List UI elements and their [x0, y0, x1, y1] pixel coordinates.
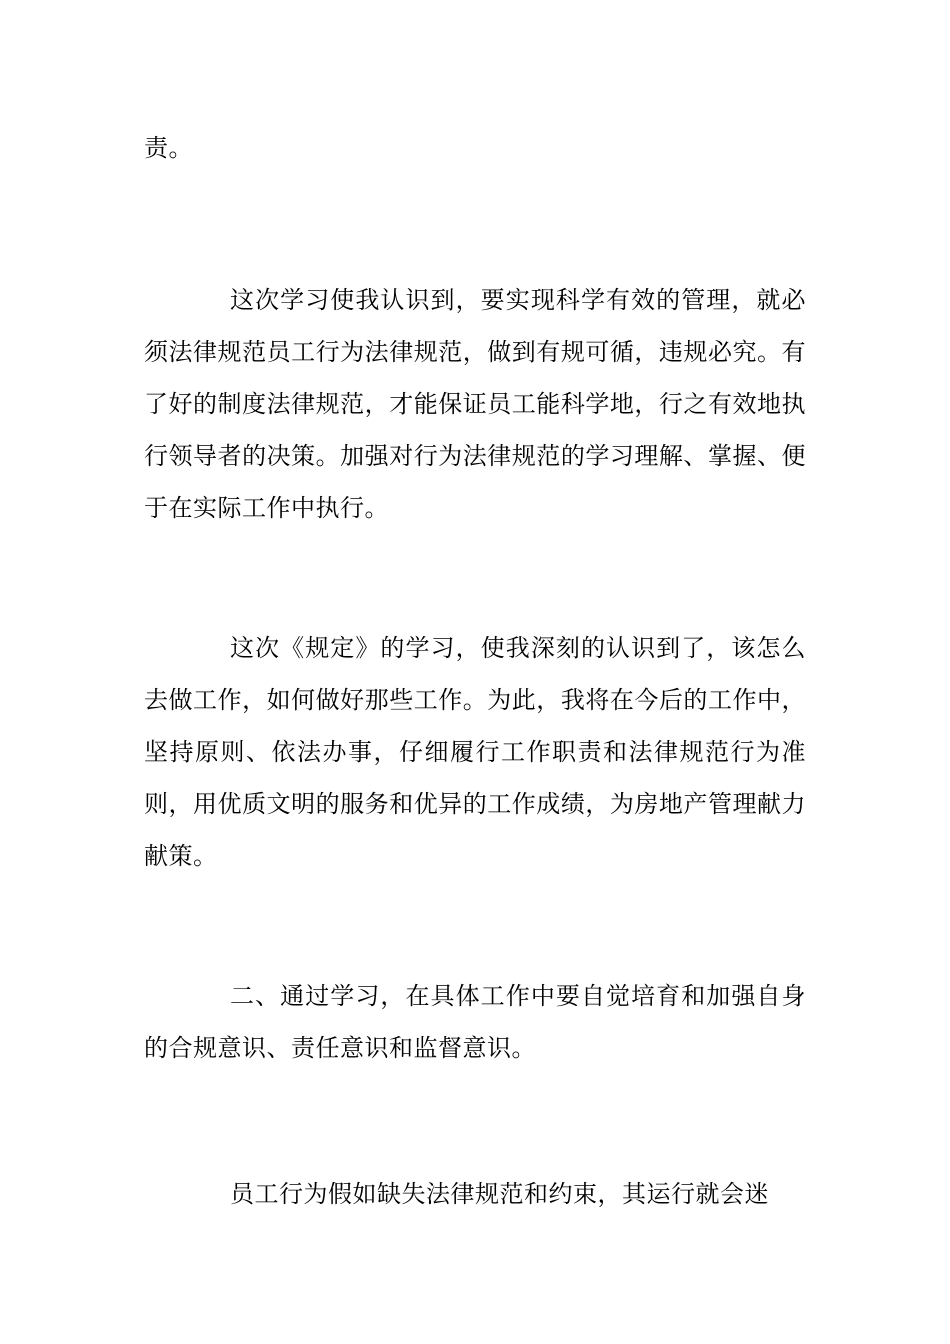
paragraph-management: 这次学习使我认识到，要实现科学有效的管理，就必须法律规范员工行为法律规范，做到有规可循，违规必究。有了好的制度法律规范，才能保证员工能科学地，行之有效地执行领导者的决策。加强对行为法律规范的学习理解、掌握、便于在实际工作中执行。 [144, 286, 806, 522]
paragraph-section-two: 二、通过学习，在具体工作中要自觉培育和加强自身的合规意识、责任意识和监督意识。 [144, 982, 806, 1062]
paragraph-regulation-study: 这次《规定》的学习，使我深刻的认识到了，该怎么去做工作，如何做好那些工作。为此，我将在今后的工作中，坚持原则、依法办事，仔细履行工作职责和法律规范行为准则，用优质文明的服务和优异的工作成绩，为房地产管理献力献策。 [144, 634, 806, 870]
paragraph-continuation: 责。 [144, 134, 193, 162]
paragraph-employee-behavior: 员工行为假如缺失法律规范和约束，其运行就会迷 [230, 1180, 769, 1208]
